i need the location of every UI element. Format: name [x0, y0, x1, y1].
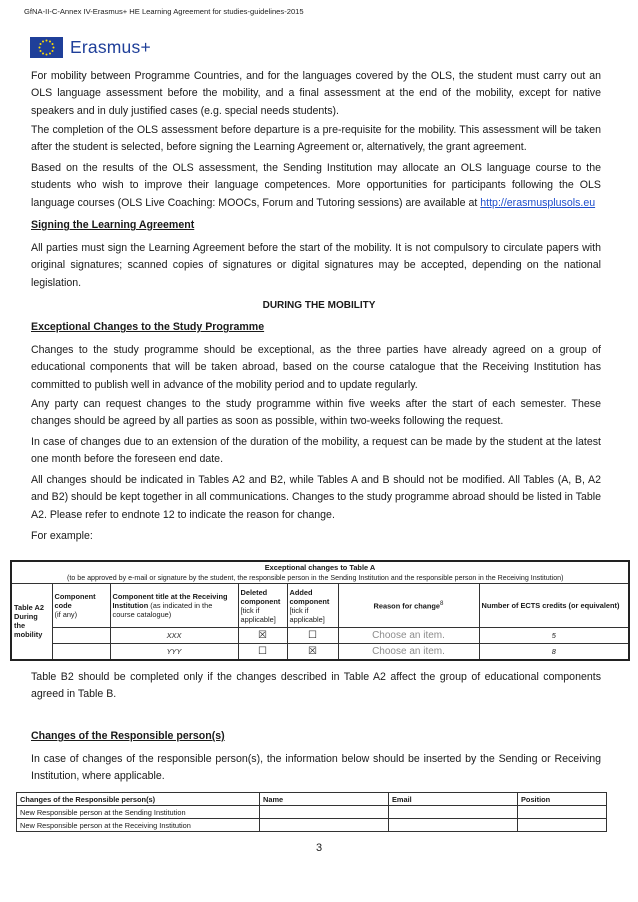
table-row [11, 628, 629, 644]
paragraph-changes-exceptional: Changes to the study programme should be exceptional, as the three parties have already agreed on a group of educational components that will be taken abroad, based on the course catalogue that the Receiving Institution has committed to publish well in advance of the mobility period and to update regularly. [31, 344, 601, 391]
table-row [17, 819, 607, 832]
paragraph-tables: All changes should be indicated in Tables A2 and B2, while Tables A and B should not be modified. All Tables (A, B, A2 and B2) should be kept together in all communications. Changes to the study programme abroad should be listed in Table A2. Please refer to endnote 12 to indicate the reason for change. [31, 474, 601, 521]
row2-reason-dropdown[interactable]: Choose an item. [338, 644, 479, 660]
paragraph-table-b2: Table B2 should be completed only if the changes described in Table A2 affect the group of educational components agreed in Table B. [31, 671, 601, 701]
sending-position-field[interactable] [518, 806, 607, 819]
row1-deleted-checkbox[interactable]: ☒ [238, 628, 287, 644]
row1-ects[interactable]: 5 [479, 628, 629, 644]
header-changes-responsible: Changes of the Responsible person(s) [17, 793, 260, 806]
receiving-email-field[interactable] [389, 819, 518, 832]
table-a2-title: Exceptional changes to Table A [11, 561, 629, 573]
heading-responsible-changes: Changes of the Responsible person(s) [31, 730, 225, 742]
table-a2-exceptional-changes [10, 560, 630, 661]
row-receiving-label: New Responsible person at the Receiving Institution [17, 819, 260, 832]
row2-deleted-checkbox[interactable]: ☐ [238, 644, 287, 660]
table-a2-row-label: Table A2 During the mobility [11, 584, 52, 660]
erasmus-logo [30, 33, 151, 61]
row2-ects[interactable]: 8 [479, 644, 629, 660]
ols-link[interactable]: http://erasmusplusols.eu [480, 196, 596, 209]
row2-code[interactable] [52, 644, 110, 660]
header-name: Name [260, 793, 389, 806]
heading-exceptional-changes: Exceptional Changes to the Study Programme [31, 321, 265, 333]
header-component-title: Component title at the Receiving Institution (as indicated in the course catalogue) [110, 584, 238, 628]
row1-added-checkbox[interactable]: ☐ [287, 628, 338, 644]
paragraph-ols-course-text: Based on the results of the OLS assessment, the Sending Institution may allocate an OLS language course to the students who wish to improve their language competences. More opportunities for participants following the OLS language courses (OLS Live Coaching: MOOCs, Forum and Tutoring sessions) are available at [31, 162, 601, 209]
paragraph-extension: In case of changes due to an extension of the duration of the mobility, a request can be made by the student at the latest one month before the foreseen end date. [31, 436, 601, 466]
table-row [11, 644, 629, 660]
paragraph-ols-course [31, 160, 601, 212]
row1-reason-dropdown[interactable]: Choose an item. [338, 628, 479, 644]
document-reference: GfNA-II-C-Annex IV-Erasmus+ HE Learning Agreement for studies-guidelines-2015 [24, 7, 304, 16]
header-position: Position [518, 793, 607, 806]
eu-flag-icon [30, 37, 63, 58]
heading-signing: Signing the Learning Agreement [31, 219, 195, 231]
heading-during-mobility: DURING THE MOBILITY [262, 300, 376, 311]
row2-added-checkbox[interactable]: ☒ [287, 644, 338, 660]
sending-name-field[interactable] [260, 806, 389, 819]
row1-code[interactable] [52, 628, 110, 644]
header-ects-credits: Number of ECTS credits (or equivalent) [479, 584, 629, 628]
page-number: 3 [315, 842, 323, 854]
header-email: Email [389, 793, 518, 806]
paragraph-for-example: For example: [31, 530, 93, 542]
paragraph-signing: All parties must sign the Learning Agreement before the start of the mobility. It is not compulsory to circulate papers with original signatures; scanned copies of signatures or digital signatures may be accepted, depending on the national legislation. [31, 242, 601, 289]
table-row [17, 806, 607, 819]
receiving-position-field[interactable] [518, 819, 607, 832]
row2-title[interactable]: YYY [110, 644, 238, 660]
paragraph-ols-assessment: For mobility between Programme Countries, and for the languages covered by the OLS, the student must carry out an OLS language assessment before the mobility, and a final assessment at the end of the mobility, except for native speakers and in duly justified cases (e.g. special needs students). [31, 70, 601, 117]
table-a2-subtitle: (to be approved by e-mail or signature by the student, the responsible person in the Sending Institution and the responsible person in the Receiving Institution) [11, 573, 629, 584]
row1-title[interactable]: XXX [110, 628, 238, 644]
paragraph-responsible: In case of changes of the responsible person(s), the information below should be inserted by the Sending or Receiving Institution, where applicable. [31, 753, 601, 783]
header-deleted-component: Deleted component [tick if applicable] [238, 584, 287, 628]
header-component-code: Component code (if any) [52, 584, 110, 628]
brand-name: Erasmus+ [70, 36, 151, 57]
receiving-name-field[interactable] [260, 819, 389, 832]
sending-email-field[interactable] [389, 806, 518, 819]
row-sending-label: New Responsible person at the Sending Institution [17, 806, 260, 819]
table-responsible-persons [16, 792, 607, 832]
header-added-component: Added component [tick if applicable] [287, 584, 338, 628]
paragraph-request-changes: Any party can request changes to the study programme within five weeks after the start of each semester. These changes should be agreed by all parties as soon as possible, within two-weeks following the request. [31, 398, 601, 428]
header-reason-for-change: Reason for change$^8$ [338, 584, 479, 628]
paragraph-ols-prerequisite: The completion of the OLS assessment before departure is a pre-requisite for the mobility. This assessment will be taken after the student is selected, before signing the Learning Agreement or, alternatively, the grant agreement. [31, 124, 601, 154]
